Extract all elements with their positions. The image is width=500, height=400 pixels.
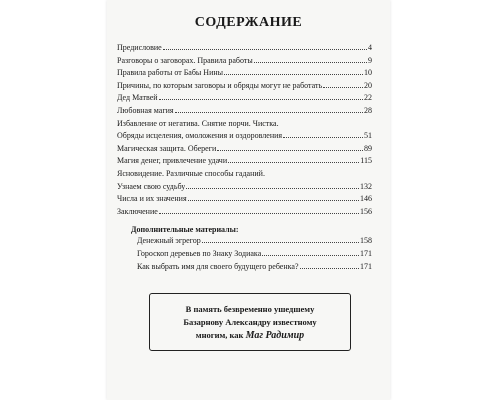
dot-leader xyxy=(217,150,363,151)
dot-leader xyxy=(159,213,359,214)
toc-entry xyxy=(117,67,372,80)
dot-leader xyxy=(224,74,363,75)
toc-entry-page: 158 xyxy=(360,236,372,246)
toc-entry xyxy=(117,118,372,131)
toc-entry xyxy=(117,168,372,181)
toc-entry-title: Правила работы от Бабы Нины xyxy=(117,68,224,78)
toc-entry-page: 146 xyxy=(360,194,372,204)
toc-entry-title: Гороскоп деревьев по Знаку Зодиака xyxy=(137,248,262,258)
toc-entry xyxy=(117,193,372,206)
dot-leader xyxy=(283,137,363,138)
toc-entry-page: 9 xyxy=(368,55,372,65)
toc-entry xyxy=(117,181,372,194)
toc-entry-page: 22 xyxy=(364,93,372,103)
toc-entry-page: 20 xyxy=(364,80,372,90)
toc-entry-page: 51 xyxy=(364,131,372,141)
toc-entry-page: 10 xyxy=(364,68,372,78)
toc-entry xyxy=(117,80,372,93)
toc-entry-title: Обряды исцеления, омоложения и оздоровления xyxy=(117,131,283,141)
book-page xyxy=(107,0,390,400)
toc-entry-page: 132 xyxy=(360,181,372,191)
toc-entry-title: Любовная магия xyxy=(117,105,174,115)
memorial-line: Базарнову Александру известному xyxy=(183,316,317,327)
toc-entry xyxy=(117,248,372,261)
dot-leader xyxy=(323,87,363,88)
toc-list xyxy=(117,42,372,222)
toc-entry-title: Предисловие xyxy=(117,43,162,52)
spacer xyxy=(117,218,372,222)
toc-entry xyxy=(117,130,372,143)
supplement-list xyxy=(117,235,372,273)
toc-entry-page: 156 xyxy=(360,206,372,216)
memorial-line xyxy=(196,329,304,342)
dot-leader xyxy=(186,188,359,189)
dot-leader xyxy=(228,162,359,163)
dot-leader xyxy=(300,268,360,269)
dot-leader xyxy=(175,112,363,113)
toc-entry-title: Магия денег, привлечение удачи xyxy=(117,156,228,166)
toc-entry-title: Узнаем свою судьбу xyxy=(117,181,186,191)
toc-entry-page: 115 xyxy=(360,156,372,166)
toc-entry-page: 4 xyxy=(368,43,372,52)
toc-entry-page: 171 xyxy=(360,261,372,271)
toc-entry xyxy=(117,55,372,68)
dot-leader xyxy=(188,200,359,201)
page-title: СОДЕРЖАНИЕ xyxy=(194,15,303,30)
memorial-name: Маг Радимир xyxy=(245,329,305,341)
memorial-prefix: многим, как xyxy=(195,329,244,340)
dot-leader xyxy=(159,99,363,100)
toc-entry-page: 171 xyxy=(360,248,372,258)
toc-entry-title: Разговоры о заговорах. Правила работы xyxy=(117,55,253,65)
dot-leader xyxy=(163,49,367,50)
toc-entry xyxy=(117,143,372,156)
toc-entry xyxy=(117,235,372,248)
toc-entry-title: Как выбрать имя для своего будущего ребенка? xyxy=(137,261,299,271)
toc-entry-title: Числа и их значения xyxy=(117,194,187,204)
toc-entry-title: Дед Матвей xyxy=(117,93,158,103)
dot-leader xyxy=(254,62,367,63)
toc-entry xyxy=(117,261,372,274)
memorial-line: В память безвременно ушедшему xyxy=(185,303,315,314)
toc-entry-page: 28 xyxy=(364,105,372,115)
toc-entry xyxy=(117,105,372,118)
toc-entry-title: Заключение xyxy=(117,206,158,216)
toc-entry-title: Ясновидение. Различные способы гаданий. xyxy=(117,168,265,178)
supplement-heading: Дополнительные материалы: xyxy=(131,225,239,235)
toc-entry-title: Избавление от негатива. Снятие порчи. Чистка. xyxy=(117,118,279,128)
toc-entry xyxy=(117,155,372,168)
dot-leader xyxy=(202,242,359,243)
toc-entry-page: 89 xyxy=(364,143,372,153)
toc-entry-title: Причины, по которым заговоры и обряды могут не работать xyxy=(117,80,323,90)
toc-entry-title: Денежный эгрегор xyxy=(137,236,201,246)
toc-entry xyxy=(117,206,372,219)
toc-entry xyxy=(117,92,372,105)
memorial-box xyxy=(149,293,351,351)
toc-entry-title: Магическая защита. Обереги xyxy=(117,143,217,153)
dot-leader xyxy=(262,255,359,256)
toc-entry xyxy=(117,42,372,55)
table-of-contents xyxy=(117,42,372,273)
